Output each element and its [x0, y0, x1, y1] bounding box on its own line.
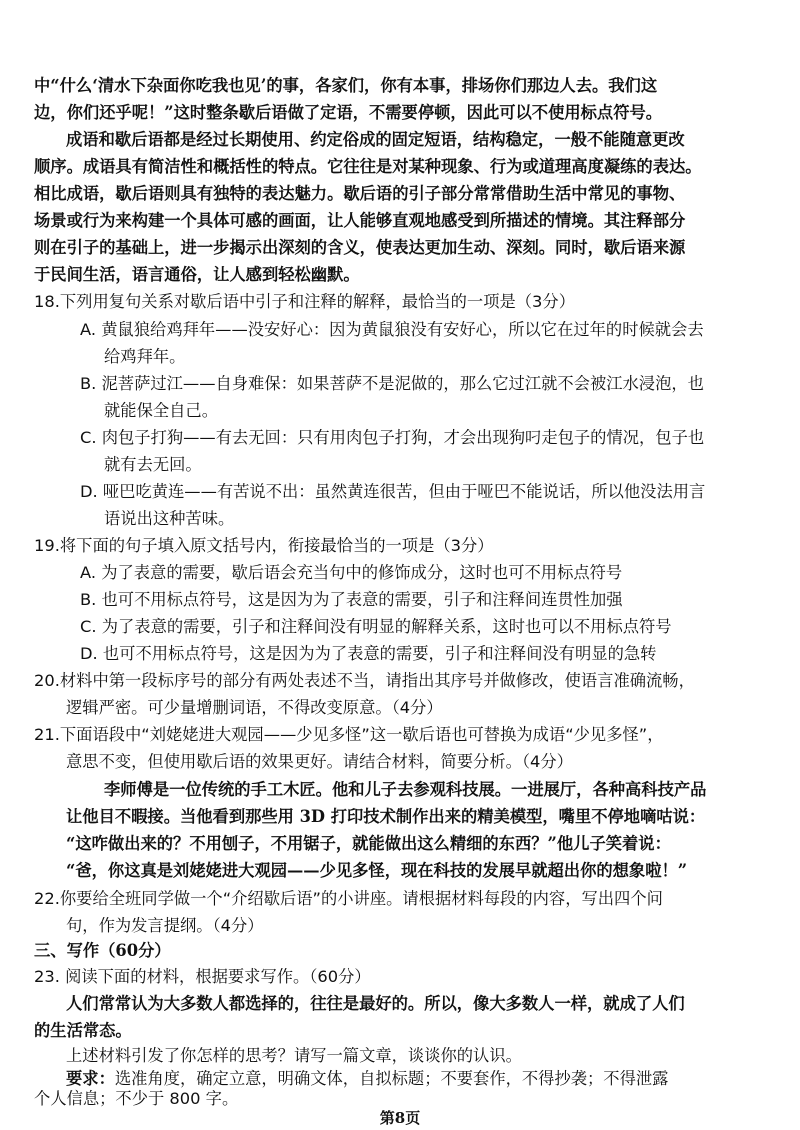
q18-option-c-line-2: 就有去无回。 — [104, 455, 202, 474]
q18-option-c-line-1: C. 肉包子打狗——有去无回：只有用肉包子打狗，才会出现狗叼走包子的情况，包子也 — [80, 428, 705, 447]
explain-line-6: 于民间生活，语言通俗，让人感到轻松幽默。 — [34, 265, 360, 284]
q19-option-b: B. 也可不用标点符号，这是因为为了表意的需要，引子和注释间连贯性加强 — [80, 590, 623, 609]
q20-line-1: 20.材料中第一段标序号的部分有两处表述不当，请指出其序号并做修改，使语言准确流畅， — [34, 671, 695, 690]
q18-option-a-line-2: 给鸡拜年。 — [104, 347, 186, 366]
explain-line-5: 则在引子的基础上，进一步揭示出深刻的含义，使表达更加生动、深刻。同时，歇后语来源 — [34, 238, 686, 257]
explain-line-3: 相比成语，歇后语则具有独特的表达魅力。歇后语的引子部分常常借助生活中常见的事物、 — [34, 184, 686, 203]
q18-option-d-line-2: 语说出这种苦味。 — [104, 509, 235, 528]
q22-line-1: 22.你要给全班同学做一个“介绍歇后语”的小讲座。请根据材料每段的内容，写出四个问 — [34, 889, 663, 908]
q18-stem: 18.下列用复句关系对歇后语中引子和注释的解释，最恰当的一项是（3分） — [34, 292, 575, 311]
q22-line-2: 句，作为发言提纲。（4分） — [66, 916, 264, 935]
q19-option-c: C. 为了表意的需要，引子和注释间没有明显的解释关系，这时也可以不用标点符号 — [80, 617, 672, 636]
q18-option-b-line-1: B. 泥菩萨过江——自身难保：如果菩萨不是泥做的，那么它过江就不会被江水浸泡，也 — [80, 374, 704, 393]
page-number: 第8页 — [379, 1109, 421, 1127]
q21-line-2: 意思不变，但使用歇后语的效果更好。请结合材料，简要分析。（4分） — [66, 752, 573, 771]
q18-option-b-line-2: 就能保全自己。 — [104, 401, 218, 420]
q21-line-1: 21.下面语段中“刘姥姥进大观园——少见多怪”这一歇后语也可替换为成语“少见多怪”， — [34, 725, 664, 744]
q18-option-a-line-1: A. 黄鼠狼给鸡拜年——没安好心：因为黄鼠狼没有安好心，所以它在过年的时候就会去 — [80, 320, 704, 339]
q23-prompt: 上述材料引发了你怎样的思考？请写一篇文章，谈谈你的认识。 — [66, 1046, 522, 1065]
q21-passage-line-3: “这咋做出来的？不用刨子，不用锯子，就能做出这么精细的东西？”他儿子笑着说： — [66, 834, 671, 853]
q23-requirements-text-1: 选准角度，确定立意，明确文体，自拟标题；不要套作，不得抄袭；不得泄露 — [114, 1069, 669, 1088]
q19-stem: 19.将下面的句子填入原文括号内，衔接最恰当的一项是（3分） — [34, 536, 494, 555]
explain-line-1: 成语和歇后语都是经过长期使用、约定俗成的固定短语，结构稳定，一般不能随意更改 — [66, 130, 685, 149]
section-heading-writing: 三、写作（60分） — [34, 941, 171, 960]
q23-requirements-line-2: 个人信息；不少于 800 字。 — [34, 1089, 239, 1108]
q20-line-2: 逻辑严密。可少量增删词语，不得改变原意。（4分） — [66, 698, 443, 717]
q23-material-line-1: 人们常常认为大多数人都选择的，往往是最好的。所以，像大多数人一样，就成了人们 — [66, 994, 685, 1013]
q21-passage-line-1: 李师傅是一位传统的手工木匠。他和儿子去参观科技展。一进展厅，各种高科技产品 — [104, 780, 707, 799]
q21-passage-line-2: 让他目不暇接。当他看到那些用 3D 打印技术制作出来的精美模型，嘴里不停地嘀咕说： — [66, 807, 706, 826]
q23-material-line-2: 的生活常态。 — [34, 1021, 132, 1040]
q23-stem: 23. 阅读下面的材料，根据要求写作。（60分） — [34, 967, 371, 986]
explain-line-4: 场景或行为来构建一个具体可感的画面，让人能够直观地感受到所描述的情境。其注释部分 — [34, 211, 686, 230]
q23-requirements-label: 要求： — [66, 1069, 115, 1088]
q21-passage-line-4: “爸，你这真是刘姥姥进大观园——少见多怪，现在科技的发展早就超出你的想象啦！” — [66, 861, 688, 880]
q19-option-a: A. 为了表意的需要，歇后语会充当句中的修饰成分，这时也可不用标点符号 — [80, 563, 623, 582]
q23-requirements-line-1 — [66, 1068, 800, 1089]
q18-option-d-line-1: D. 哑巴吃黄连——有苦说不出：虽然黄连很苦，但由于哑巴不能说话，所以他没法用言 — [80, 482, 706, 501]
intro-line-1: 中“什么‘清水下杂面你吃我也见’的事，各家们，你有本事，排场你们那边人去。我们这 — [34, 76, 658, 95]
explain-line-2: 顺序。成语具有简洁性和概括性的特点。它往往是对某种现象、行为或道理高度凝练的表达。 — [34, 157, 702, 176]
intro-line-2: 边，你们还乎呢！”这时整条歇后语做了定语，不需要停顿，因此可以不使用标点符号。 — [34, 103, 663, 122]
q19-option-d: D. 也可不用标点符号，这是因为为了表意的需要，引子和注释间没有明显的急转 — [80, 644, 657, 663]
